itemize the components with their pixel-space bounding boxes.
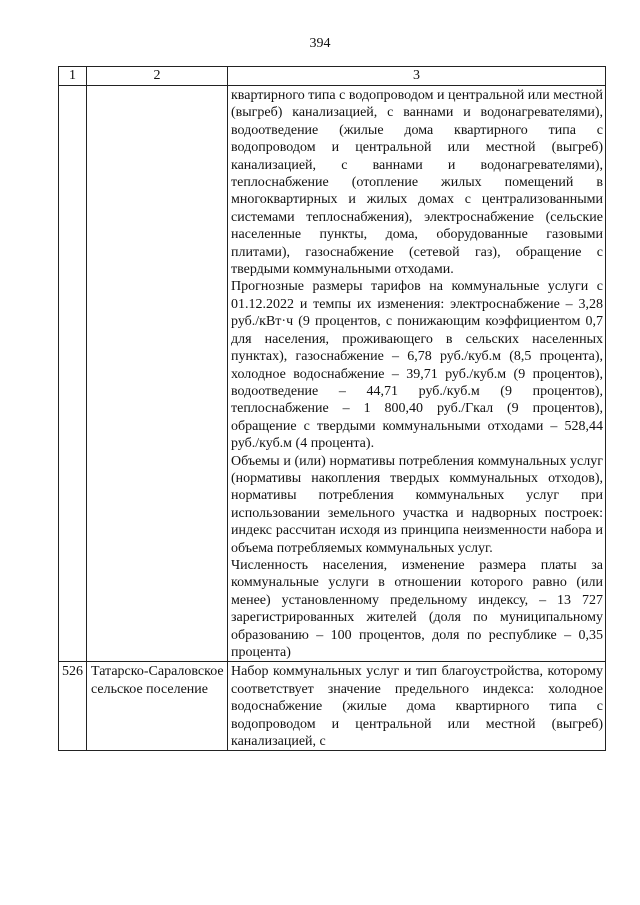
table-row-continued bbox=[59, 86, 606, 662]
content-paragraph-tariffs: Прогнозные размеры тарифов на коммунальные услуги с 01.12.2022 и темпы их изменения: электроснабжение – 3,28 руб./кВт·ч (9 процентов, с понижающим коэффициентом 0,7 для населения, проживающего в сельских населенных пунктах), газоснабжение – 6,78 руб./куб.м (8,5 процента), холодное водоснабжение – 39,71 руб./куб.м (9 процентов), водоотведение – 44,71 руб./куб.м (9 процентов), теплоснабжение – 1 800,40 руб./Гкал (9 процентов), обращение с твердыми коммунальными отходами – 528,44 руб./куб.м (4 процента). bbox=[231, 279, 603, 452]
row-name-cell bbox=[87, 86, 228, 662]
header-col-2: 2 bbox=[87, 67, 228, 86]
row-number-cell: 526 bbox=[59, 662, 87, 751]
content-paragraph-services: Набор коммунальных услуг и тип благоустройства, которому соответствует значение предельного индекса: холодное водоснабжение (жилые дома квартирного типа с водопроводом и центральной или местной (выгреб) канализацией, с bbox=[231, 664, 603, 750]
header-col-3: 3 bbox=[228, 67, 606, 86]
content-paragraph-norms: Объемы и (или) нормативы потребления коммунальных услуг (нормативы накопления твердых коммунальных отходов), нормативы потребления коммунальных услуг при использовании земельного участка и надворных построек: индекс рассчитан исходя из принципа неизменности набора и объема потребляемых коммунальных услуг. bbox=[231, 453, 603, 556]
municipal-index-table bbox=[58, 66, 606, 751]
header-col-1: 1 bbox=[59, 67, 87, 86]
row-content-cell bbox=[228, 662, 606, 751]
table-header-row bbox=[59, 67, 606, 86]
table-row-526 bbox=[59, 662, 606, 751]
settlement-name: Татарско-Сараловское сельское поселение bbox=[87, 662, 228, 751]
row-number-cell bbox=[59, 86, 87, 662]
page-number: 394 bbox=[309, 36, 331, 51]
row-content-cell bbox=[228, 86, 606, 662]
content-paragraph-population: Численность населения, изменение размера платы за коммунальные услуги в отношении которого равно (или менее) установленному предельному индексу, – 13 727 зарегистрированных жителей (доля по муниципальному образованию – 100 процентов, доля по республике – 0,35 процента) bbox=[231, 557, 603, 660]
content-paragraph-services: квартирного типа с водопроводом и центральной или местной (выгреб) канализацией, с ваннами и водонагревателями), водоотведение (жилые дома квартирного типа с водопроводом и центральной или местной (выгреб) канализацией, с ваннами и водонагревателями), теплоснабжение (отопление жилых помещений в многоквартирных и жилых домах с централизованными системами теплоснабжения), электроснабжение (сельские населенные пункты, дома, оборудованные газовыми плитами), газоснабжение (сетевой газ), обращение с твердыми коммунальными отходами. bbox=[231, 88, 603, 278]
